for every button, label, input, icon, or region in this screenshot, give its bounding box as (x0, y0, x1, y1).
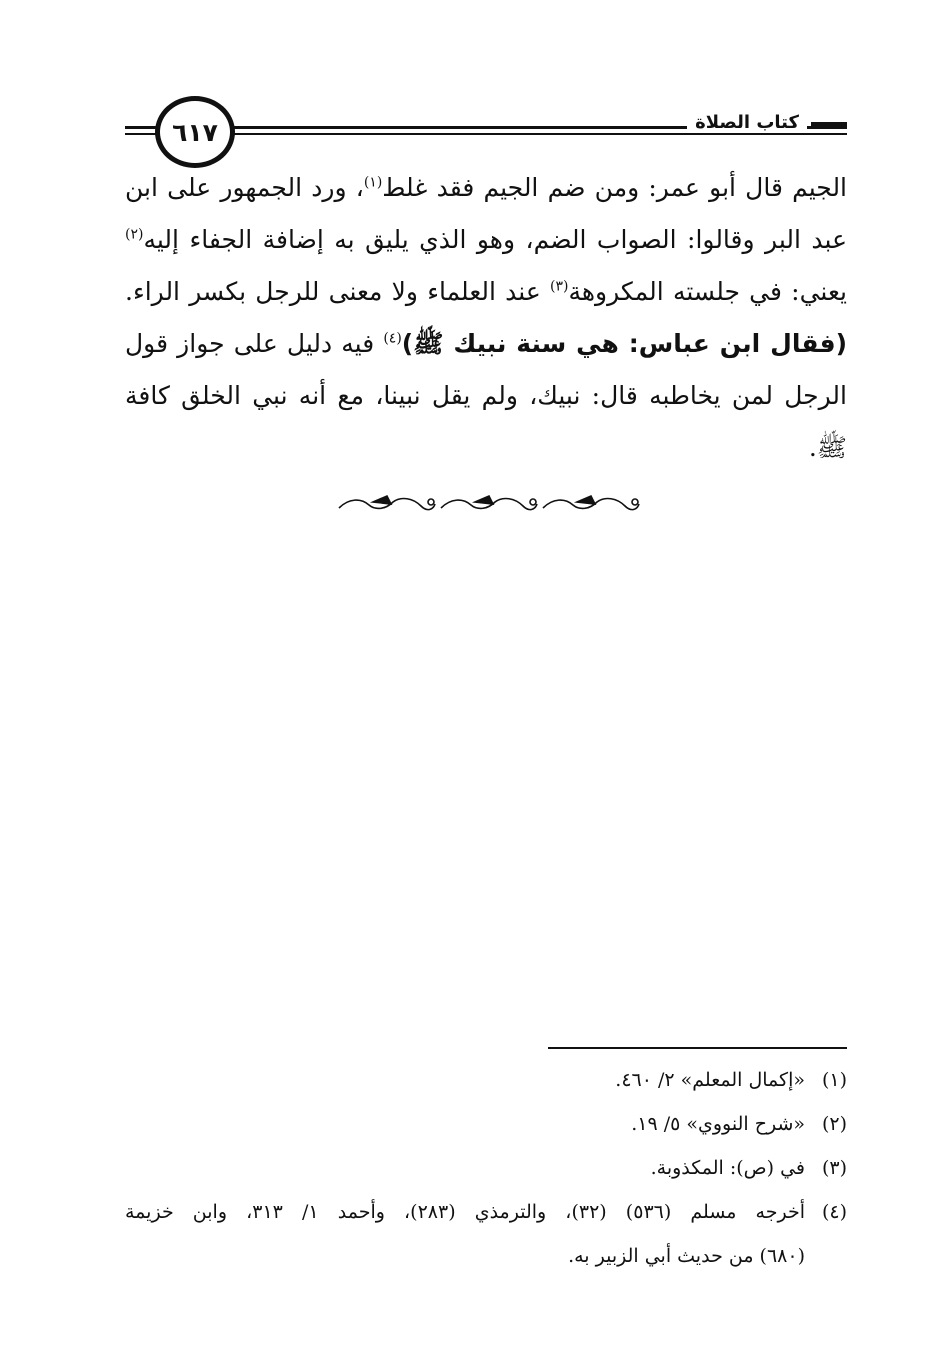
ornament-unit (339, 496, 435, 510)
footnote-number: (٤) (821, 1201, 847, 1223)
footnote-ref-2[interactable]: (٢) (125, 226, 144, 243)
footnote-2 (125, 1102, 847, 1146)
text-segment: فيه دليل على جواز قول (125, 329, 384, 358)
footnote-number: (٣) (821, 1157, 847, 1179)
footnote-1 (125, 1058, 847, 1102)
page-number: ٦١٧ (155, 96, 235, 168)
header-dash (811, 122, 847, 127)
text-line-5 (125, 370, 847, 422)
footnote-ref-3[interactable]: (٣) (549, 278, 569, 295)
section-divider-ornament (335, 490, 640, 520)
text-segment: يعني: في جلسته المكروهة (568, 277, 847, 306)
text-segment: الجيم قال أبو عمر: ومن ضم الجيم فقد غلط (382, 173, 848, 202)
text-line-3 (125, 266, 847, 318)
footnote-ref-1[interactable]: (١) (363, 174, 383, 191)
footnote-number: (١) (821, 1069, 847, 1091)
running-title: كتاب الصلاة (687, 112, 807, 133)
text-line-4 (125, 318, 847, 370)
text-segment: الرجل لمن يخاطبه قال: نبيك، ولم يقل نبينا، مع أنه نبي الخلق كافة (125, 381, 847, 410)
text-segment: عند العلماء ولا معنى للرجل بكسر الراء. (125, 277, 550, 306)
text-segment: عبد البر وقالوا: الصواب الضم، وهو الذي يليق به إضافة الجفاء إليه (143, 225, 847, 254)
footnote-number: (٢) (821, 1113, 847, 1135)
text-segment: ﷺ. (808, 433, 847, 462)
text-line-6 (125, 422, 847, 474)
ornament-unit (441, 496, 537, 510)
footnote-text: في (ص): المكذوبة. (650, 1157, 805, 1179)
main-text (125, 162, 847, 474)
footnote-text-line-2: (٦٨٠) من حديث أبي الزبير به. (568, 1245, 805, 1267)
ornament-unit (543, 496, 639, 510)
footnote-text: «إكمال المعلم» ٢/ ٤٦٠. (615, 1069, 805, 1091)
footnote-ref-4[interactable]: (٤) (383, 330, 402, 347)
footnote-text-line-1: أخرجه مسلم (٥٣٦) (٣٢)، والترمذي (٢٨٣)، وأحمد ١/ ٣١٣، وابن خزيمة (125, 1201, 805, 1223)
footnote-4 (125, 1190, 847, 1278)
page-header (125, 98, 847, 162)
text-segment: ، ورد الجمهور على ابن (125, 173, 364, 202)
footnotes (125, 1058, 847, 1278)
footnote-separator (548, 1047, 847, 1049)
footnote-text: «شرح النووي» ٥/ ١٩. (631, 1113, 805, 1135)
quoted-hadith: (فقال ابن عباس: هي سنة نبيك ﷺ) (401, 329, 847, 358)
text-line-2 (125, 214, 847, 266)
text-line-1 (125, 162, 847, 214)
footnote-3 (125, 1146, 847, 1190)
